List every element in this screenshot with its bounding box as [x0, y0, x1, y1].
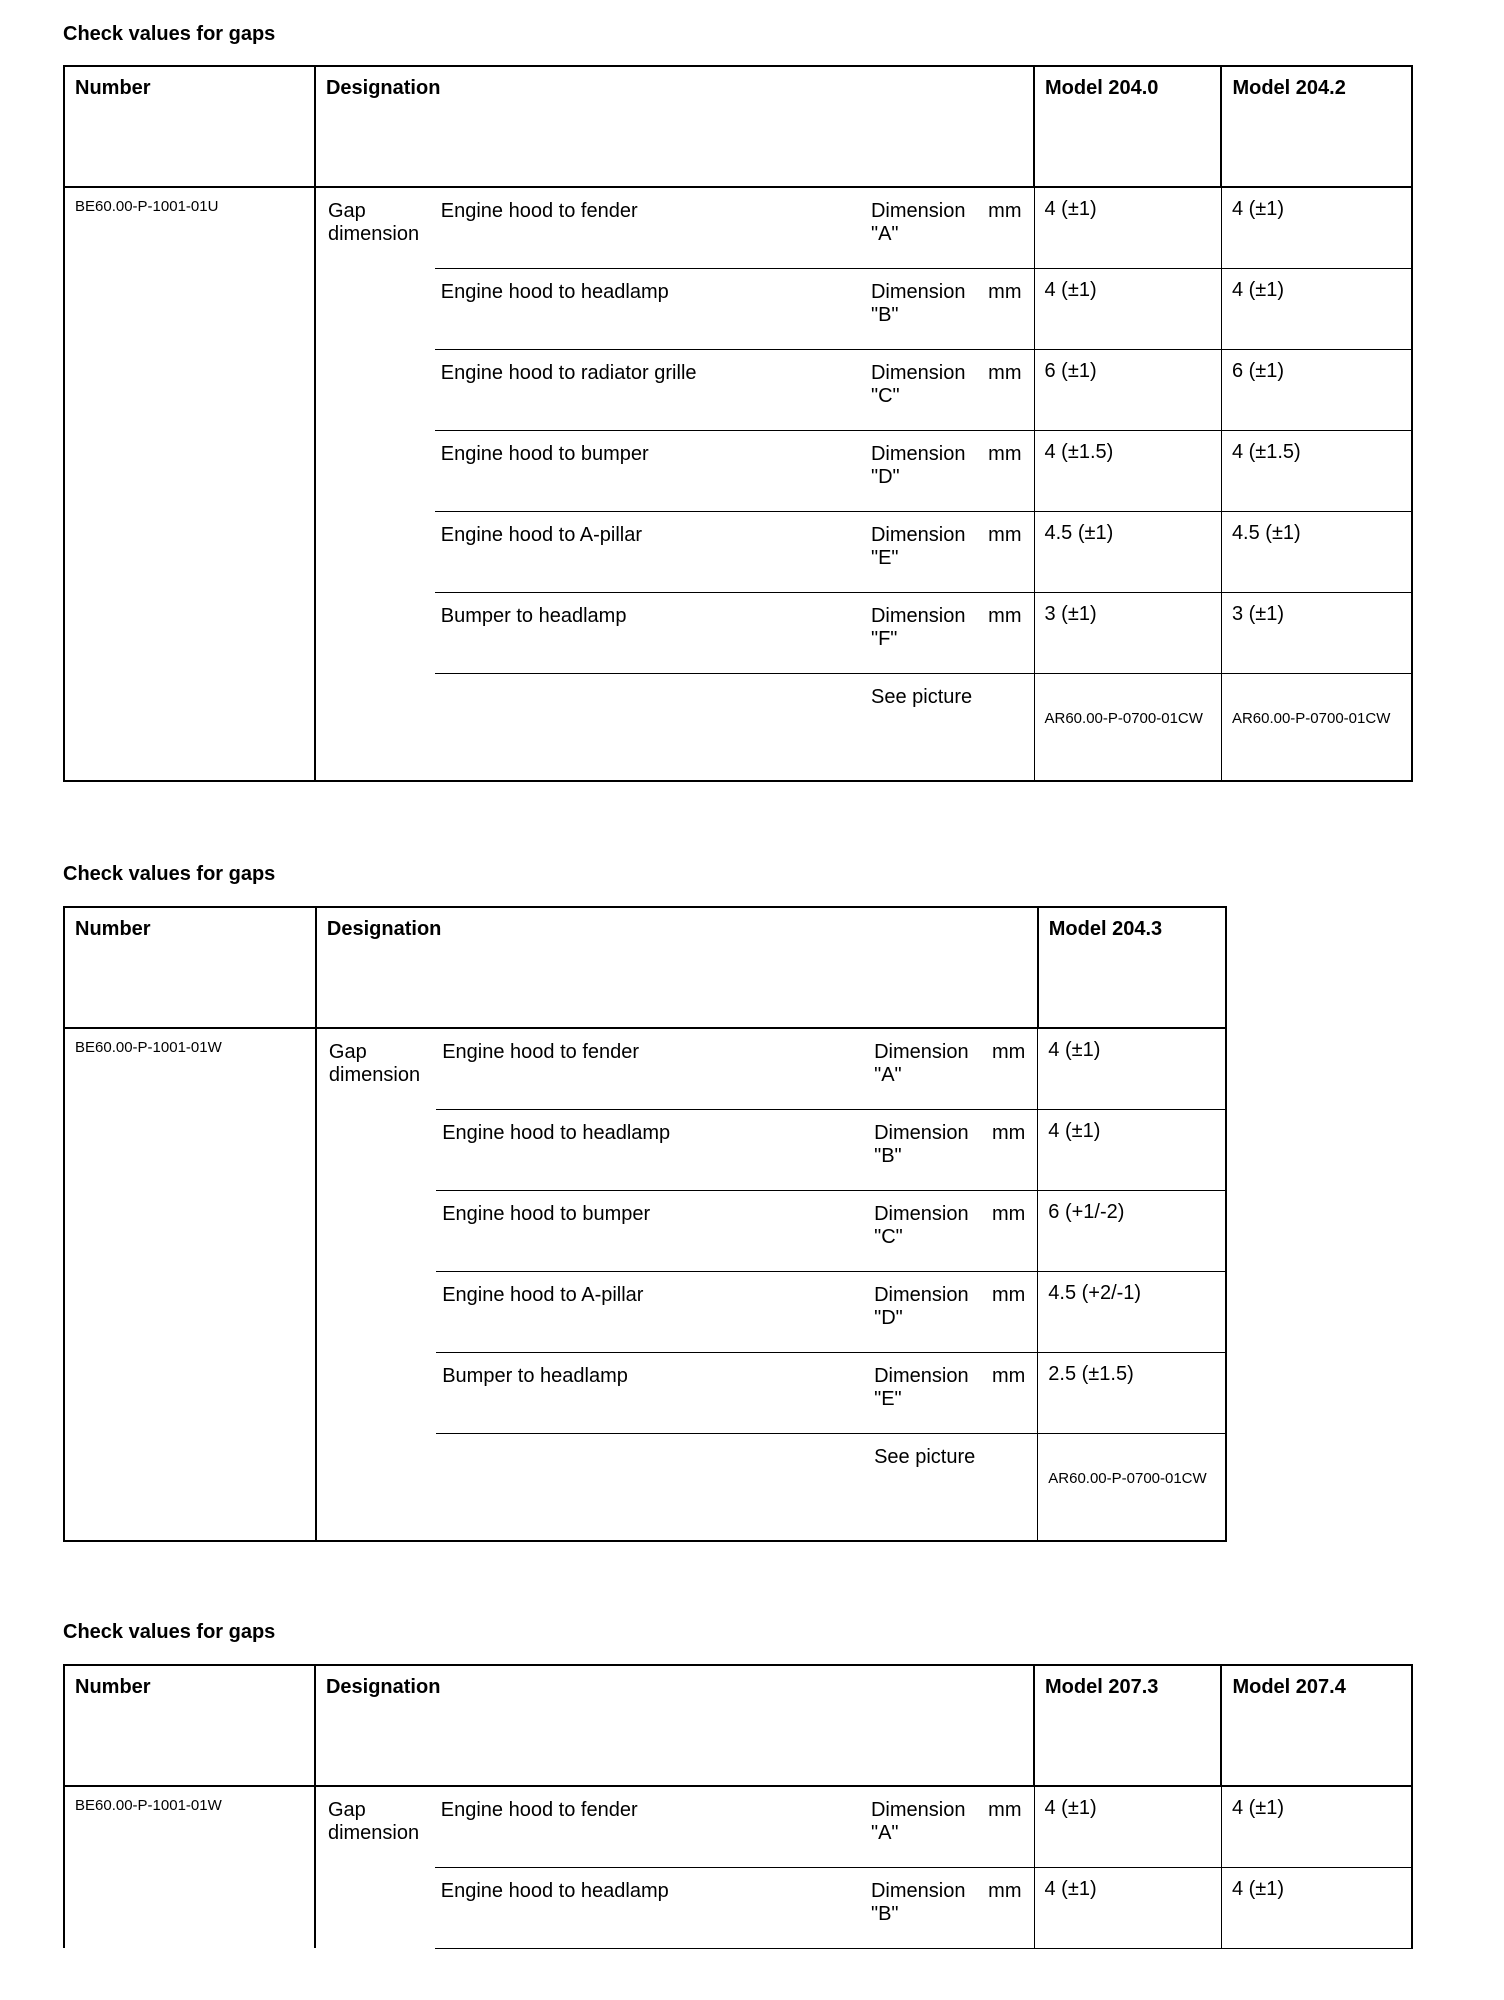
gap-item: Engine hood to A-pillar — [436, 1271, 868, 1352]
gap-value: 6 (+1/-2) — [1038, 1190, 1226, 1271]
gap-value: 2.5 (±1.5) — [1038, 1352, 1226, 1433]
gap-value: 4.5 (+2/-1) — [1038, 1271, 1226, 1352]
dimension-label: Dimension "D" — [865, 430, 978, 511]
gap-value: 4 (±1.5) — [1034, 430, 1221, 511]
table-header-row — [64, 66, 1412, 187]
section-title: Check values for gaps — [63, 1621, 276, 1643]
section-title: Check values for gaps — [63, 863, 276, 885]
table-row — [64, 187, 1412, 268]
table-row — [64, 1028, 1226, 1109]
unit: mm — [978, 349, 1034, 430]
gap-item: Bumper to headlamp — [435, 592, 865, 673]
model-header: Model 204.0 — [1034, 66, 1221, 187]
gap-item: Engine hood to headlamp — [436, 1109, 868, 1190]
number-header: Number — [64, 1665, 315, 1786]
unit: mm — [978, 511, 1034, 592]
picture-reference-link[interactable]: AR60.00-P-0700-01CW — [1048, 1469, 1207, 1487]
gap-check-table — [63, 906, 1227, 1542]
gap-value: 3 (±1) — [1034, 592, 1221, 673]
dimension-label: Dimension "C" — [868, 1190, 981, 1271]
gap-item: Bumper to headlamp — [436, 1352, 868, 1433]
dimension-label: Dimension "E" — [868, 1352, 981, 1433]
model-header: Model 207.4 — [1221, 1665, 1412, 1786]
document-number: BE60.00-P-1001-01W — [64, 1028, 316, 1541]
gap-value: 4 (±1) — [1221, 1786, 1412, 1867]
unit: mm — [981, 1190, 1038, 1271]
unit: mm — [981, 1028, 1038, 1109]
gap-value: 4 (±1.5) — [1221, 430, 1412, 511]
table-header-row — [64, 1665, 1412, 1786]
gap-value: 4 (±1) — [1034, 1867, 1221, 1948]
unit: mm — [981, 1271, 1038, 1352]
gap-value: 4 (±1) — [1038, 1109, 1226, 1190]
gap-value: 4 (±1) — [1221, 1867, 1412, 1948]
dimension-label: Dimension "A" — [865, 187, 978, 268]
picture-reference — [1038, 1433, 1226, 1541]
dimension-label: Dimension "E" — [865, 511, 978, 592]
gap-dimension-label: Gap dimension — [315, 1786, 435, 1948]
gap-item: Engine hood to fender — [436, 1028, 868, 1109]
gap-item: Engine hood to headlamp — [435, 268, 865, 349]
gap-value: 4 (±1) — [1221, 187, 1412, 268]
model-header: Model 204.2 — [1221, 66, 1412, 187]
dimension-label: Dimension "C" — [865, 349, 978, 430]
gap-value: 4.5 (±1) — [1034, 511, 1221, 592]
dimension-label: Dimension "A" — [865, 1786, 978, 1867]
gap-check-table — [63, 65, 1413, 782]
gap-value: 4 (±1) — [1034, 187, 1221, 268]
gap-item: Engine hood to A-pillar — [435, 511, 865, 592]
dimension-label: Dimension "F" — [865, 592, 978, 673]
unit: mm — [978, 430, 1034, 511]
dimension-label: Dimension "B" — [868, 1109, 981, 1190]
model-header: Model 207.3 — [1034, 1665, 1221, 1786]
see-picture-label: See picture — [868, 1433, 1038, 1541]
gap-item: Engine hood to radiator grille — [435, 349, 865, 430]
picture-reference — [1221, 673, 1412, 781]
table-header-row — [64, 907, 1226, 1028]
gap-item: Engine hood to bumper — [435, 430, 865, 511]
unit: mm — [981, 1352, 1038, 1433]
unit: mm — [978, 1867, 1034, 1948]
gap-value: 3 (±1) — [1221, 592, 1412, 673]
gap-value: 4 (±1) — [1034, 1786, 1221, 1867]
model-header: Model 204.3 — [1038, 907, 1226, 1028]
gap-item: Engine hood to bumper — [436, 1190, 868, 1271]
dimension-label: Dimension "A" — [868, 1028, 981, 1109]
picture-reference-link[interactable]: AR60.00-P-0700-01CW — [1044, 709, 1203, 727]
gap-value: 6 (±1) — [1034, 349, 1221, 430]
see-picture-label: See picture — [865, 673, 1034, 781]
gap-value: 4 (±1) — [1038, 1028, 1226, 1109]
number-header: Number — [64, 66, 315, 187]
unit: mm — [978, 268, 1034, 349]
designation-header: Designation — [315, 1665, 1034, 1786]
unit: mm — [978, 1786, 1034, 1867]
document-number: BE60.00-P-1001-01W — [64, 1786, 315, 1948]
designation-header: Designation — [316, 907, 1038, 1028]
section-title: Check values for gaps — [63, 23, 276, 45]
dimension-label: Dimension "B" — [865, 268, 978, 349]
gap-dimension-label: Gap dimension — [315, 187, 435, 781]
unit: mm — [981, 1109, 1038, 1190]
table-row — [64, 1786, 1412, 1867]
document-number: BE60.00-P-1001-01U — [64, 187, 315, 781]
gap-item: Engine hood to fender — [435, 187, 865, 268]
gap-item: Engine hood to fender — [435, 1786, 865, 1867]
unit: mm — [978, 592, 1034, 673]
gap-check-table — [63, 1664, 1413, 1949]
picture-reference — [1034, 673, 1221, 781]
dimension-label: Dimension "D" — [868, 1271, 981, 1352]
designation-header: Designation — [315, 66, 1034, 187]
number-header: Number — [64, 907, 316, 1028]
unit: mm — [978, 187, 1034, 268]
picture-reference-link[interactable]: AR60.00-P-0700-01CW — [1231, 709, 1391, 727]
gap-value: 4 (±1) — [1221, 268, 1412, 349]
gap-dimension-label: Gap dimension — [316, 1028, 436, 1541]
gap-value: 4.5 (±1) — [1221, 511, 1412, 592]
dimension-label: Dimension "B" — [865, 1867, 978, 1948]
gap-item: Engine hood to headlamp — [435, 1867, 865, 1948]
gap-value: 4 (±1) — [1034, 268, 1221, 349]
gap-value: 6 (±1) — [1221, 349, 1412, 430]
